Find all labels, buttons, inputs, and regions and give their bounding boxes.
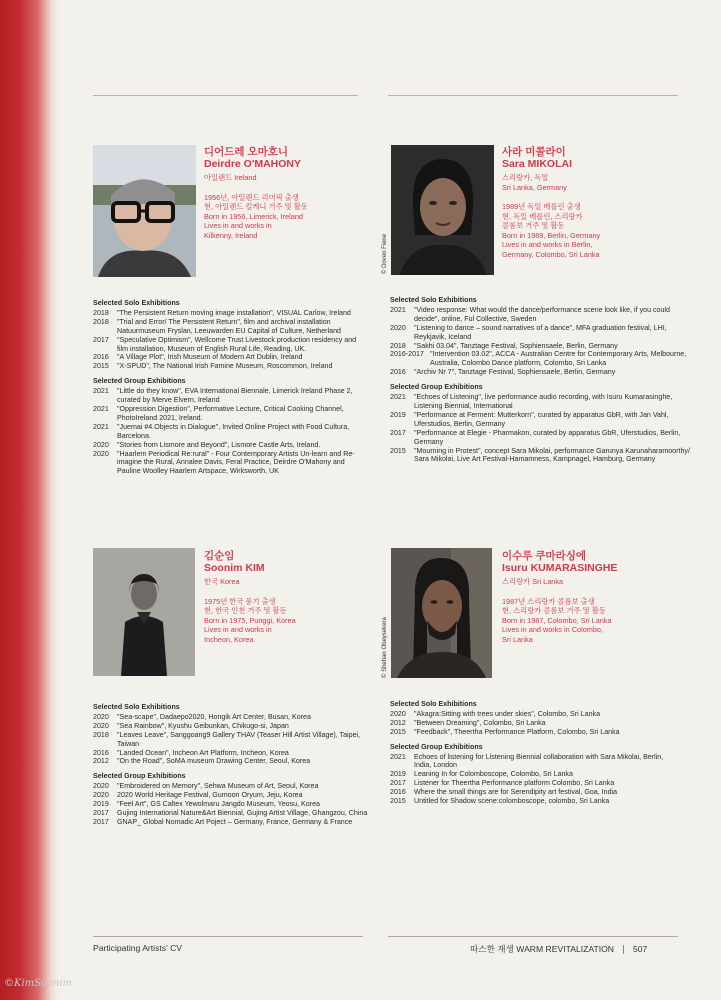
exhibition-entry (390, 393, 690, 411)
country (502, 173, 672, 192)
name-english: Isuru KUMARASINGHE (502, 562, 618, 574)
exhibition-text: "Akagra:Sitting with trees under skies", Colombo, Sri Lanka (414, 709, 601, 718)
page-number-separator (623, 945, 624, 954)
exhibition-text: "Sakhi 03.04", Tanztage Festival, Sophiensaele, Berlin, Germany (414, 341, 618, 350)
exhibition-entry (93, 362, 368, 371)
exhibition-entry (390, 324, 690, 342)
photo-credit: © Doven Fiene (382, 233, 388, 274)
exhibition-entry (390, 306, 690, 324)
bio-line: 1975년 한국 풍기 출생 (204, 596, 276, 606)
artist-photo (93, 145, 196, 277)
exhibition-year: 2019 (93, 800, 109, 809)
exhibition-year: 2021 (390, 393, 406, 402)
exhibition-year: 2015 (390, 797, 406, 806)
footer-rule-right (388, 936, 678, 937)
photo-credit: © Shehan Obeysekera (382, 617, 388, 678)
exhibition-year: 2018 (93, 308, 109, 317)
exhibition-text: "Haarlem Periodical Re:rural" - Four Contemporary Artists Un-learn and Re-imagine the Rural, Annalee Davis, Feral Practice, Deirdre O'Mahony and Pauline Woolley Haarlem Artspace, Wirksworth, UK (117, 449, 355, 476)
exhibition-year: 2020 (93, 721, 109, 730)
exhibition-text: "Performance at Elegie - Pharmakon, curated by apparatus GbR, Uferstudios, Berlin, Germany (414, 428, 681, 446)
exhibition-year: 2017 (390, 428, 406, 437)
bio-line: 1956년, 아일랜드 리머릭 출생 (204, 192, 299, 202)
artist-intro (502, 550, 672, 644)
exhibition-text: "Performance at Ferment: Mutterkorn", curated by apparatus GbR, with Jan Vahl, Uferstudios, Berlin, Germany (414, 410, 669, 428)
artist-photo (391, 145, 494, 275)
exhibition-text: "Trial and Error/ The Persistent Return", film and archival installation Natuurmuseum Fryslan, Leeuwarden EU Capital of Culture, Netherland (117, 317, 341, 335)
exhibition-year: 2020 (93, 449, 109, 458)
exhibitions-block (93, 299, 368, 476)
exhibition-year: 2016 (390, 788, 406, 797)
exhibition-year: 2016 (93, 353, 109, 362)
exhibition-text: "Feel Art", GS Caltex Yewolmaru Jangdo Museum, Yeosu, Korea (117, 800, 320, 809)
exhibition-year: 2018 (93, 730, 109, 739)
exhibition-year: 2021 (93, 422, 109, 431)
exhibition-year: 2012 (93, 757, 109, 766)
exhibition-text: GNAP_ Global Nomadic Art Poject – Germany, France, Germany & France (117, 817, 353, 826)
name-english: Sara MIKOLAI (502, 158, 573, 170)
group-heading: Selected Group Exhibitions (93, 377, 186, 386)
bio-line: Kilkenny, Ireland (204, 230, 258, 240)
exhibition-text: "Mourning in Protest", concept Sara Mikolai, performance Garunya Karunaharamoorthy/ Sara Mikolai, Live Art Festival-Hamamness, Kampnagel, Hamburg, Germany (414, 446, 690, 464)
exhibition-text: "Video response: What would the dance/performance scene look like, if you could decide", online, Ful Collective, Sweden (414, 305, 670, 323)
exhibition-text: "Intervention 03.02", ACCA - Australian Centre for Contemporary Arts, Melbourne, Australia, Colombo Dance platform, Colombo, Sri Lanka (430, 350, 687, 368)
exhibition-year: 2017 (93, 808, 109, 817)
exhibition-text: "Juemai #4.Objects in Dialogue", Invited Online Project with Food Cultura, Barcelona. (117, 422, 350, 440)
exhibition-entry (390, 770, 680, 779)
artist-intro (204, 550, 354, 644)
exhibition-year: 2012 (390, 718, 406, 727)
bio-line: Lives in and works in (204, 625, 272, 634)
group-heading: Selected Group Exhibitions (390, 383, 483, 392)
exhibition-entry (390, 719, 680, 728)
exhibitions-block (390, 296, 690, 464)
name-english: Soonim KIM (204, 562, 265, 574)
name-english: Deirdre O'MAHONY (204, 158, 302, 170)
exhibition-entry (93, 450, 368, 477)
exhibition-entry (93, 318, 368, 336)
exhibition-entry (93, 309, 368, 318)
exhibition-entry (93, 722, 383, 731)
bio-line: 현, 아일랜드 킬케니 거주 및 활동 (204, 202, 308, 211)
exhibition-year: 2021 (93, 387, 109, 396)
exhibition-year: 2018 (93, 317, 109, 326)
exhibition-text: "Feedback", Theertha Performance Platform, Colombo, Sri Lanka (414, 727, 620, 736)
exhibition-entry (93, 423, 368, 441)
bio-line: Born in 1956, Limerick, Ireland (204, 211, 303, 221)
exhibition-year: 2016 (390, 368, 406, 377)
exhibition-text: "X-SPUD", The National Irish Famine Museum, Roscommon, Ireland (117, 362, 333, 371)
exhibition-text: Gujing International Nature&Art Biennial, Gujing Artist Village, Ghangzou, China (117, 808, 368, 817)
exhibition-text: "Leaves Leave", Sanggoang9 Gallery THAV (Teaser Hill Artist Village), Taipei, Taiwan (117, 730, 361, 748)
exhibition-text: Echoes of listening for Listening Biennial collaboration with Sara Mikolai, Berlin, India, London (414, 752, 664, 770)
exhibition-year: 2016-2017 (390, 350, 424, 359)
exhibition-text: "Listening to dance – sound narratives of a dance", MFA graduation festival, LHI, Reykjavik, Iceland (414, 323, 667, 341)
page-number: 507 (633, 944, 648, 954)
exhibition-year: 2015 (390, 446, 406, 455)
exhibition-year: 2020 (93, 782, 109, 791)
bio-line: Germany, Colombo, Sri Lanka (502, 249, 600, 259)
exhibition-entry (390, 411, 690, 429)
bio-line: 1987년 스리랑카 콜롬보 출생 (502, 596, 595, 606)
exhibition-entry (93, 791, 383, 800)
bio-line: Born in 1975, Punggi, Korea (204, 615, 296, 625)
bio-line: 현, 스리랑카 콜롬보 거주 및 활동 (502, 606, 606, 615)
exhibition-entry (390, 788, 680, 797)
exhibition-entry (93, 713, 383, 722)
exhibition-entry (390, 779, 680, 788)
exhibition-entry (390, 447, 690, 465)
artist-photo (93, 548, 195, 676)
artist-photo (391, 548, 492, 678)
top-rule-left (93, 95, 358, 96)
exhibition-entry (390, 728, 680, 737)
bio-line: Lives in and works in Colombo, (502, 625, 603, 634)
exhibition-year: 2018 (390, 341, 406, 350)
exhibitions-block (93, 703, 383, 827)
exhibition-year: 2020 (390, 709, 406, 718)
exhibition-entry (93, 749, 383, 758)
exhibition-text: "Embroidered on Memory", Sehwa Museum of Art, Seoul, Korea (117, 782, 319, 791)
book-spine-shadow (0, 0, 58, 1000)
exhibition-year: 2017 (390, 779, 406, 788)
footer-section-title: Participating Artists' CV (93, 943, 183, 953)
artist-intro (502, 146, 672, 259)
name-korean: 김순임 (204, 550, 235, 562)
exhibition-entry (390, 350, 690, 368)
bio-line: Sri Lanka (502, 634, 533, 644)
exhibition-entry (390, 797, 680, 806)
country-english: Sri Lanka, Germany (502, 182, 567, 192)
exhibition-text: "Oppression Digestion", Performative Lecture, Critical Cooking Channel, PhotoIreland 2021, Ireland. (117, 404, 344, 422)
exhibition-text: Where the small things are for Serendipity art festival, Goa, India (414, 788, 618, 797)
exhibition-text: 2020 World Heritage Festival, Gumoon Oryum, Jeju, Korea (117, 791, 303, 800)
exhibition-year: 2021 (93, 404, 109, 413)
exhibition-year: 2019 (390, 410, 406, 419)
exhibition-year: 2020 (93, 712, 109, 721)
exhibition-year: 2017 (93, 335, 109, 344)
solo-heading: Selected Solo Exhibitions (93, 299, 180, 307)
exhibition-entry (390, 710, 680, 719)
artist-intro (204, 146, 354, 240)
exhibition-entry (93, 809, 383, 818)
country-korean: 스리랑카, 독일 (502, 173, 549, 182)
exhibition-text: "Landed Ocean", Incheon Art Platform, Incheon, Korea (117, 748, 289, 757)
exhibition-text: "Between Dreaming", Colombo, Sri Lanka (414, 718, 546, 727)
footer-rule-left (93, 936, 363, 937)
name-korean: 이수루 쿠마라싱에 (502, 550, 587, 562)
exhibition-entry (390, 429, 690, 447)
bio-line: Incheon, Korea (204, 634, 254, 644)
exhibition-year: 2020 (390, 323, 406, 332)
exhibition-entry (93, 387, 368, 405)
bio-line: 현, 독일 베를린, 스리랑카 (502, 211, 583, 221)
exhibition-entry (93, 405, 368, 423)
country: 스리랑카 Sri Lanka (502, 577, 564, 586)
name-korean: 사라 미콜라이 (502, 146, 566, 158)
exhibition-text: "Speculative Optimism", Wellcome Trust Livestock production residency and film installation, Museum of English Rural Life, Reading, UK. (117, 335, 357, 353)
exhibition-text: "A Village Plot", Irish Museum of Modern Art Dublin, Ireland (117, 353, 303, 362)
exhibition-text: "Echoes of Listening", live performance audio recording, with Isuru Kumarasinghe, Listening Biennial, International (414, 393, 673, 410)
exhibition-entry (93, 731, 383, 749)
exhibition-entry (93, 782, 383, 791)
exhibition-entry (93, 800, 383, 809)
exhibition-text: "On the Road", SoMA museum Drawing Center, Seoul, Korea (117, 757, 311, 766)
solo-heading: Selected Solo Exhibitions (390, 700, 477, 708)
exhibition-entry (93, 336, 368, 354)
exhibition-entry (93, 757, 383, 766)
bio-line: 현, 한국 인천 거주 및 활동 (204, 606, 287, 615)
exhibition-text: "The Persistent Return moving image installation", VISUAL Carlow, Ireland (117, 308, 351, 317)
exhibition-year: 2020 (93, 791, 109, 800)
exhibition-entry (390, 342, 690, 351)
solo-heading: Selected Solo Exhibitions (93, 703, 180, 711)
country: 한국 Korea (204, 577, 240, 586)
bio-line: 콜롬보 거주 및 활동 (502, 221, 565, 230)
exhibition-text: Leaning In for Colomboscope, Colombo, Sri Lanka (414, 770, 573, 779)
exhibition-text: Listener for Theertha Performance platform Colombo, Sri Lanka (414, 779, 615, 788)
footer-publication-title (470, 943, 647, 955)
name-korean: 디어드레 오마호니 (204, 146, 289, 158)
bio-line: Lives in and works in Berlin, (502, 240, 593, 249)
footer-book-title: 따스한 재생 WARM REVITALIZATION (470, 944, 614, 954)
exhibition-entry (390, 368, 690, 377)
exhibition-year: 2021 (390, 752, 406, 761)
exhibition-year: 2021 (390, 305, 406, 314)
exhibition-text: "Stories from Lismore and Beyond", Lismore Castle Arts, Ireland. (117, 440, 321, 449)
bio-line: Born in 1987, Colombo, Sri Lanka (502, 615, 612, 625)
exhibition-year: 2020 (93, 440, 109, 449)
bio-line: Born in 1989, Berlin, Germany (502, 230, 601, 240)
exhibition-year: 2016 (93, 748, 109, 757)
group-heading: Selected Group Exhibitions (390, 742, 483, 751)
exhibition-text: "Sea-scape", Dadaepo2020, Hongik Art Center, Busan, Korea (117, 712, 311, 721)
top-rule-right (388, 95, 678, 96)
exhibition-text: Untitled for Shadow scene:colomboscope, colombo, Sri Lanka (414, 797, 610, 806)
exhibition-text: "Little do they know", EVA International Biennale, Limerick Ireland Phase 2, curated by Merve Elvern, Ireland (117, 387, 353, 405)
bio-line: Lives in and works in (204, 221, 272, 230)
exhibition-entry (93, 353, 368, 362)
solo-heading: Selected Solo Exhibitions (390, 296, 477, 304)
exhibition-text: "Sea Rainbow", Kyushu Geibunkan, Chikugo-si, Japan (117, 721, 289, 730)
exhibition-year: 2019 (390, 770, 406, 779)
exhibition-text: "Archiv Nr 7", Tanztage Festival, Sophiensaele, Berlin, Germany (414, 368, 616, 377)
exhibitions-block (390, 700, 680, 806)
copyright-watermark: ©KimSoonim (4, 978, 73, 989)
exhibition-year: 2015 (93, 362, 109, 371)
exhibition-year: 2015 (390, 727, 406, 736)
exhibition-entry (93, 818, 383, 827)
group-heading: Selected Group Exhibitions (93, 772, 186, 781)
exhibition-entry (93, 441, 368, 450)
bio-line: 1989년 독일 베를린 출생 (502, 202, 581, 211)
exhibition-year: 2017 (93, 817, 109, 826)
exhibition-entry (390, 753, 680, 771)
country: 아일랜드 Ireland (204, 173, 257, 182)
